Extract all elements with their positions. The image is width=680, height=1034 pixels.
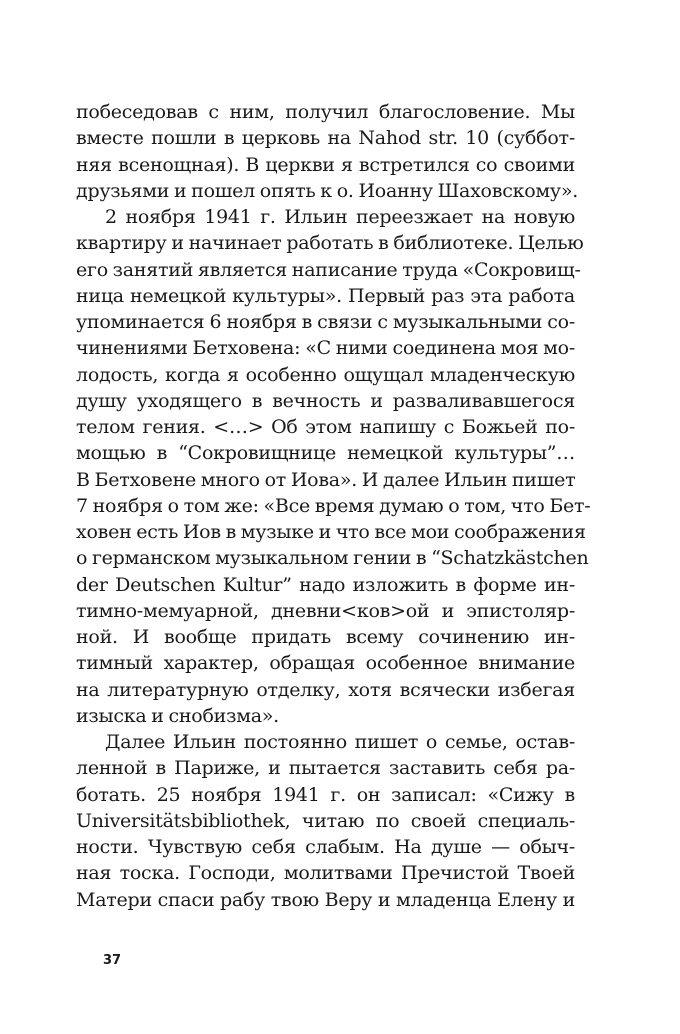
text-line: тимно-мемуарной, дневни<ков>ой и эпистоляр- [76, 599, 575, 622]
text-line: няя всенощная). В церкви я встретился со своими [76, 153, 575, 176]
text-line: ной. И вообще придать всему сочинению ин- [76, 626, 575, 648]
page-number: 37 [103, 953, 122, 968]
text-line: Матери спаси рабу твою Веру и младенца Елену и [76, 888, 575, 911]
text-line: лодость, когда я особенно ощущал младенческую [76, 363, 575, 386]
text-line: 2 ноября 1941 г. Ильин переезжает на новую [105, 206, 575, 228]
text-line: ная тоска. Господи, молитвами Пречистой Твоей [76, 862, 575, 885]
text-line: мощью в “Сокровищнице немецкой культуры”… [76, 442, 575, 465]
text-line: der Deutschen Kultur” надо изложить в форме ин- [76, 573, 575, 596]
text-line: 7 ноября о том же: «Все время думаю о том, что Бет- [76, 494, 591, 517]
text-line: Далее Ильин постоянно пишет о семье, остав- [105, 731, 575, 753]
text-line: тимный характер, обращая особенное внимание [76, 652, 575, 675]
text-line: ница немецкой культуры». Первый раз эта работа [76, 284, 575, 307]
text-line: о германском музыкальном гении в “Schatzkästchen [76, 547, 589, 570]
text-line: чинениями Бетховена: «С ними соединена моя мо- [76, 337, 575, 360]
text-line: побеседовав с ним, получил благословение. Мы [76, 101, 575, 123]
text-line: ховен есть Иов в музыке и что все мои соображения [76, 521, 586, 543]
text-line: друзьями и пошел опять к о. Иоанну Шаховскому». [76, 179, 579, 202]
text-line: душу уходящего в вечность и разваливавшегося [76, 389, 575, 412]
text-line: его занятий является написание труда «Сокровищ- [76, 258, 581, 281]
text-line: ности. Чувствую себя слабым. На душе — обыч- [76, 836, 575, 858]
text-line: ботать. 25 ноября 1941 г. он записал: «Сижу в [76, 783, 575, 806]
text-line: телом гения. <…> Об этом напишу с Божьей по- [76, 416, 575, 438]
text-line: изыска и снобизма». [76, 704, 279, 727]
text-line: упоминается 6 ноября в связи с музыкальными со- [76, 311, 575, 333]
text-line: Universitätsbibliothek, читаю по своей специаль- [76, 809, 575, 832]
text-line: вместе пошли в церковь на Nahod str. 10 (суббот- [76, 127, 575, 150]
text-line: ленной в Париже, и пытается заставить себя ра- [76, 757, 575, 780]
text-line: квартиру и начинает работать в библиотеке. Целью [76, 232, 584, 255]
text-line: В Бетховене много от Иова». И далее Ильин пишет [76, 468, 576, 491]
text-line: на литературную отделку, хотя всячески избегая [76, 678, 575, 701]
